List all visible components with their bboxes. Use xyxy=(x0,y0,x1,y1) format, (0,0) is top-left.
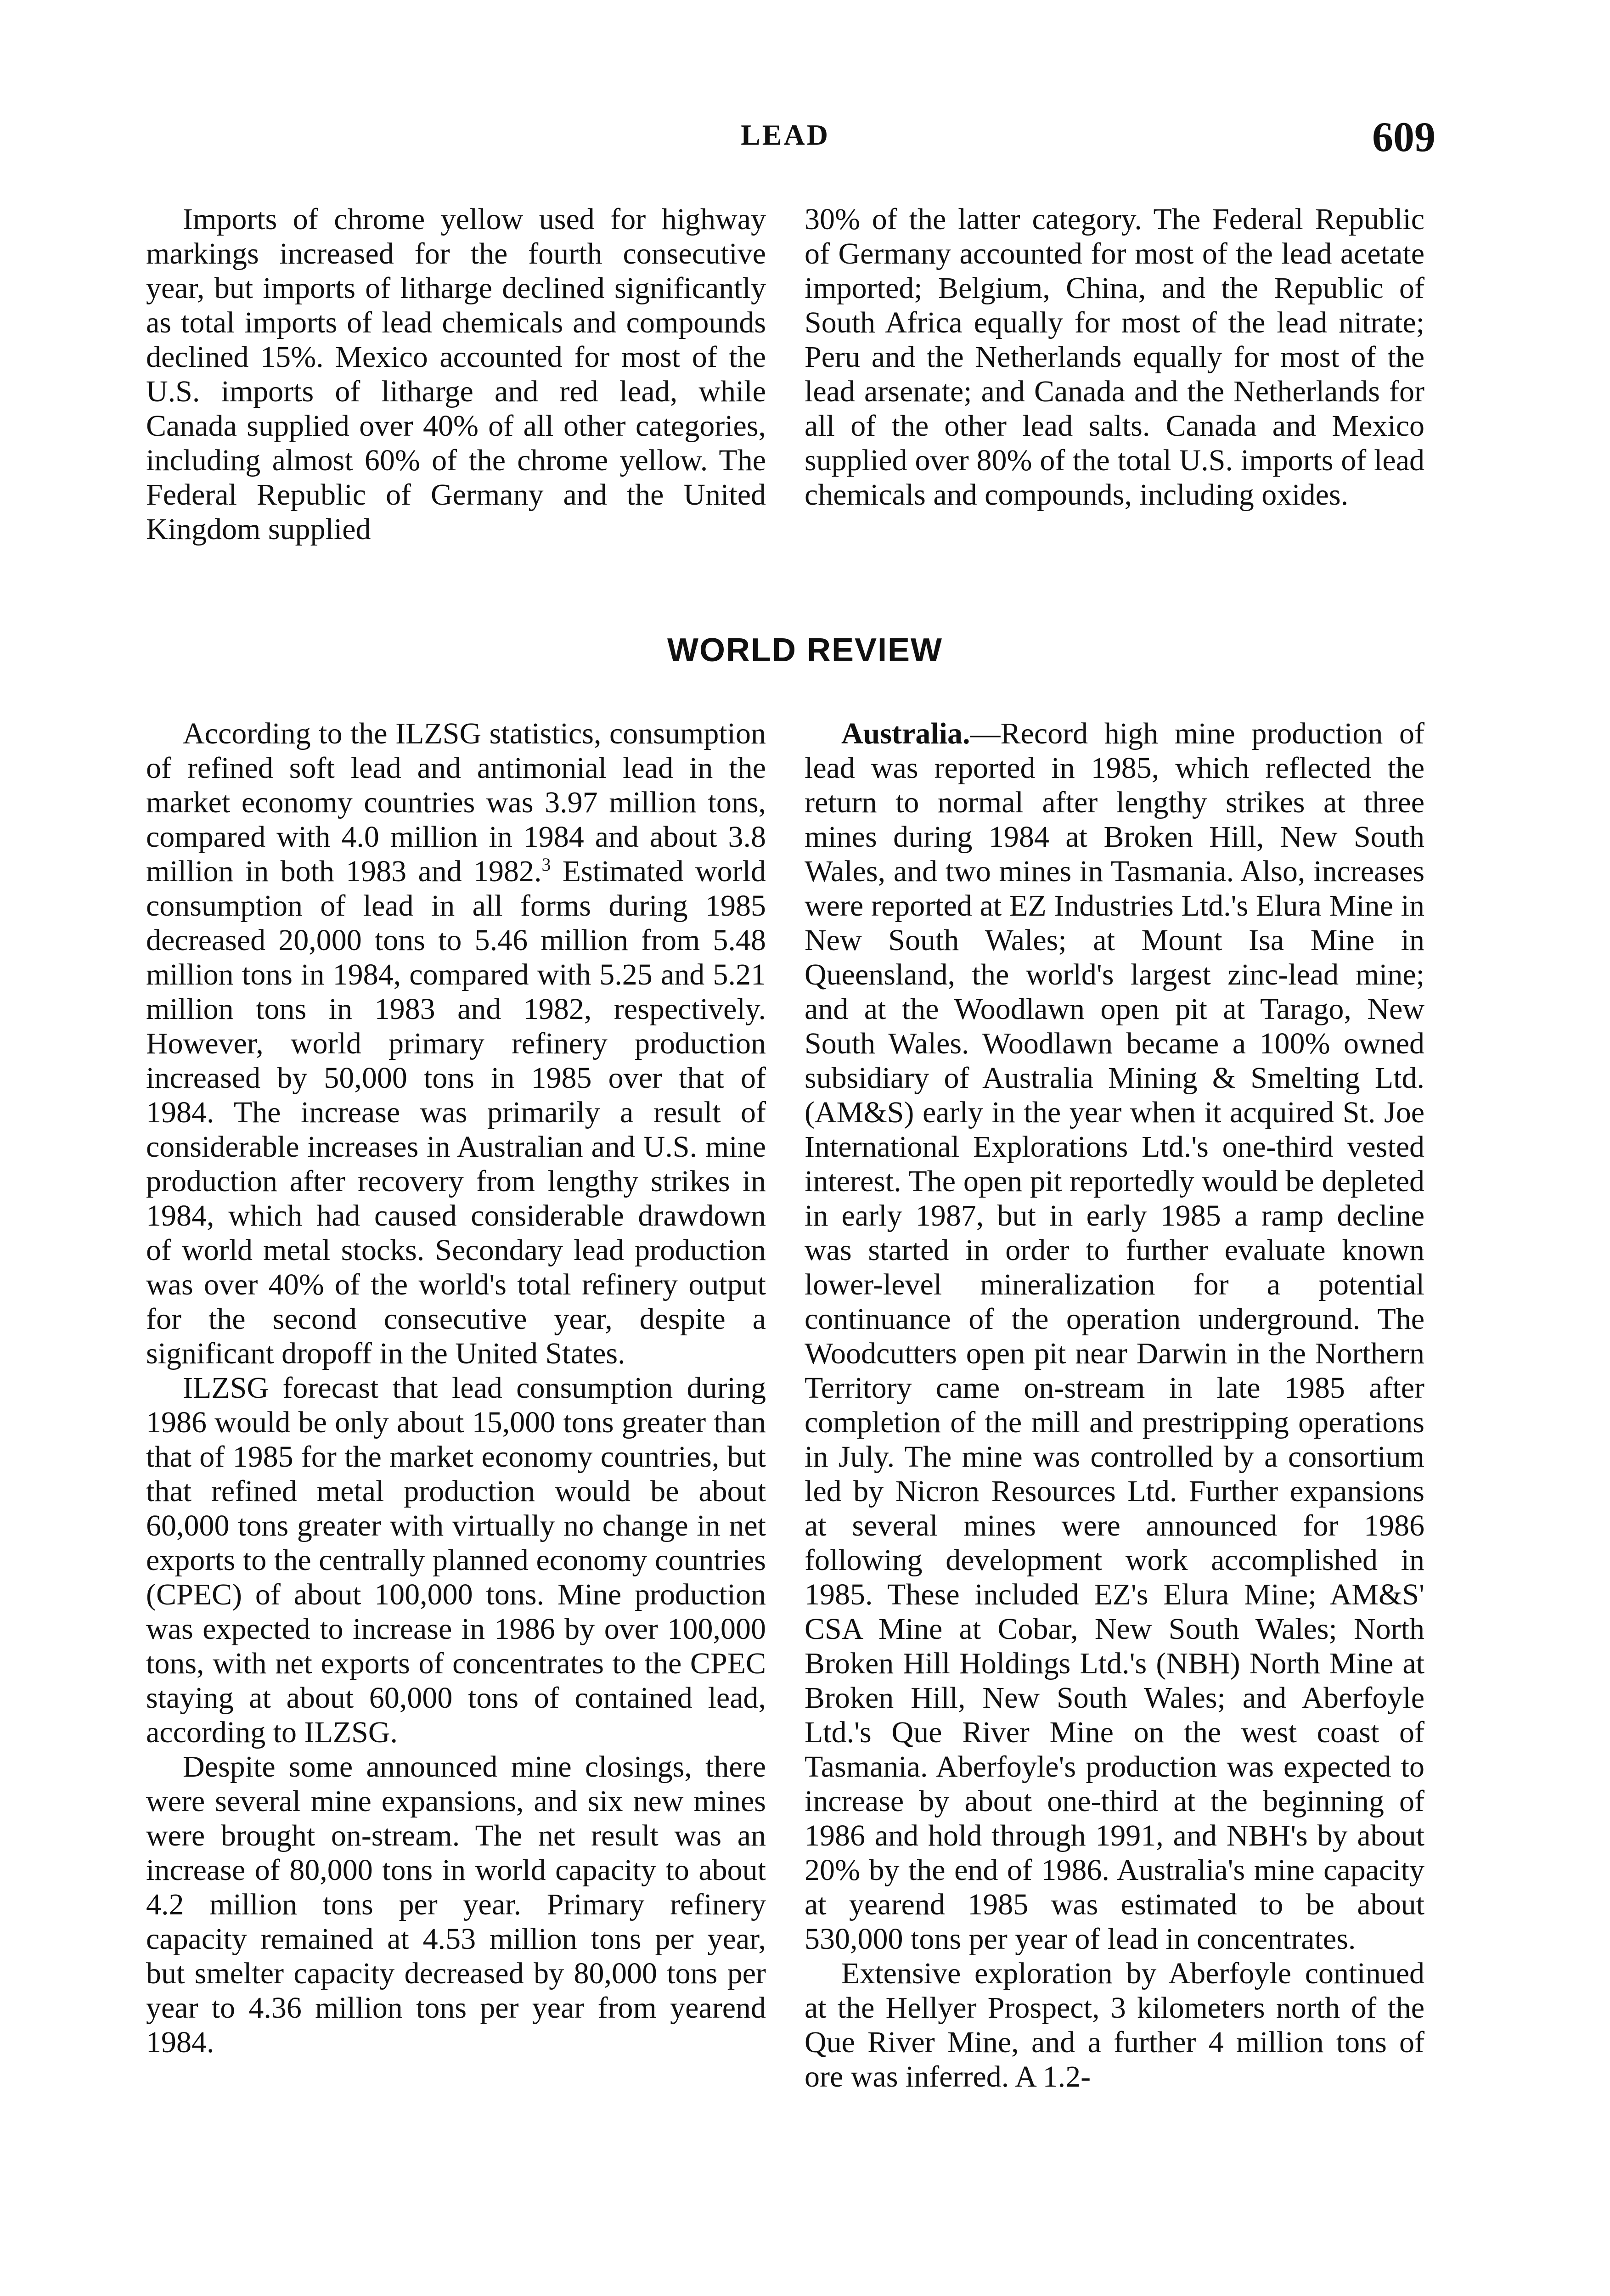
running-title: LEAD xyxy=(741,118,830,151)
left-paragraph-3: Despite some announced mine closings, there were several mine expansions, and six new mines were brought on-stream. The net result was an increase of 80,000 tons in world capacity to about 4.2 million tons per year. Primary refinery capacity remained at 4.53 million tons per year, but smelter capacity decreased by 80,000 tons per year to 4.36 million tons per year from yearend 1984. xyxy=(146,1750,766,2059)
right-paragraph-2: Extensive exploration by Aberfoyle continued at the Hellyer Prospect, 3 kilometers north of the Que River Mine, and a further 4 million tons of ore was inferred. A 1.2- xyxy=(805,1957,1424,2093)
page-number: 609 xyxy=(1372,113,1435,160)
right-paragraph-1-text: —Record high mine production of lead was reported in 1985, which reflected the return to normal after lengthy strikes at three mines during 1984 at Broken Hill, New South Wales, and two mines in Tasmania. Also, increases were reported at EZ Industries Ltd.'s Elura Mine in New South Wales; at Mount Isa Mine in Queensland, the world's largest zinc-lead mine; and at the Woodlawn open pit at Tarago, New South Wales. Woodlawn became a 100% owned subsidiary of Australia Mining & Smelting Ltd. (AM&S) early in the year when it acquired St. Joe International Explorations Ltd.'s one-third vested interest. The open pit reportedly would be depleted in early 1987, but in early 1985 a ramp decline was started in order to further evaluate known lower-level mineralization for a potential continuance of the operation underground. The Woodcutters open pit near Darwin in the Northern Territory came on-stream in late 1985 after completion of the mill and prestripping operations in July. The mine was controlled by a consortium led by Nicron Resources Ltd. Further expansions at several mines were announced for 1986 following development work accomplished in 1985. These included EZ's Elura Mine; AM&S' CSA Mine at Cobar, New South Wales; North Broken Hill Holdings Ltd.'s (NBH) North Mine at Broken Hill, New South Wales; and Aberfoyle Ltd.'s Que River Mine on the west coast of Tasmania. Aberfoyle's production was expected to increase by about one-third at the beginning of 1986 and hold through 1991, and NBH's by about 20% by the end of 1986. Australia's mine capacity at yearend 1985 was estimated to be about 530,000 tons per year of lead in concentrates. xyxy=(805,717,1424,1956)
section-heading: WORLD REVIEW xyxy=(667,632,943,669)
footnote-reference: 3 xyxy=(541,854,551,875)
right-paragraph-1 xyxy=(805,716,1424,1956)
running-head xyxy=(0,113,1610,158)
country-run-in-heading: Australia. xyxy=(841,717,970,750)
top-right-column xyxy=(805,202,1424,512)
left-column xyxy=(146,716,766,2060)
top-right-paragraph: 30% of the latter category. The Federal Republic of Germany accounted for most of the lead acetate imported; Belgium, China, and the Republic of South Africa equally for most of the lead nitrate; Peru and the Netherlands equally for most of the lead arsenate; and Canada and the Netherlands for all of the other lead salts. Canada and Mexico supplied over 80% of the total U.S. imports of lead chemicals and compounds, including oxides. xyxy=(805,203,1424,512)
top-left-column xyxy=(146,202,766,546)
left-paragraph-1 xyxy=(146,716,766,1371)
left-paragraph-1-text-b: Estimated world consumption of lead in all forms during 1985 decreased 20,000 tons to 5.46 million from 5.48 million tons in 1984, compared with 5.25 and 5.21 million tons in 1983 and 1982, respectively. However, world primary refinery production increased by 50,000 tons in 1985 over that of 1984. The increase was primarily a result of considerable increases in Australian and U.S. mine production after recovery from lengthy strikes in 1984, which had caused considerable drawdown of world metal stocks. Secondary lead production was over 40% of the world's total refinery output for the second consecutive year, despite a significant dropoff in the United States. xyxy=(146,855,766,1370)
top-left-paragraph: Imports of chrome yellow used for highway markings increased for the fourth consecutive year, but imports of litharge declined significantly as total imports of lead chemicals and compounds declined 15%. Mexico accounted for most of the U.S. imports of litharge and red lead, while Canada supplied over 40% of all other categories, including almost 60% of the chrome yellow. The Federal Republic of Germany and the United Kingdom supplied xyxy=(146,203,766,546)
left-paragraph-1-text-a: According to the ILZSG statistics, consumption of refined soft lead and antimonial lead in the market economy countries was 3.97 million tons, compared with 4.0 million in 1984 and about 3.8 million in both 1983 and 1982. xyxy=(146,717,766,888)
right-column xyxy=(805,716,1424,2094)
left-paragraph-2: ILZSG forecast that lead consumption during 1986 would be only about 15,000 tons greater than that of 1985 for the market economy countries, but that refined metal production would be about 60,000 tons greater with virtually no change in net exports to the centrally planned economy countries (CPEC) of about 100,000 tons. Mine production was expected to increase in 1986 by over 100,000 tons, with net exports of concentrates to the CPEC staying at about 60,000 tons of contained lead, according to ILZSG. xyxy=(146,1371,766,1749)
